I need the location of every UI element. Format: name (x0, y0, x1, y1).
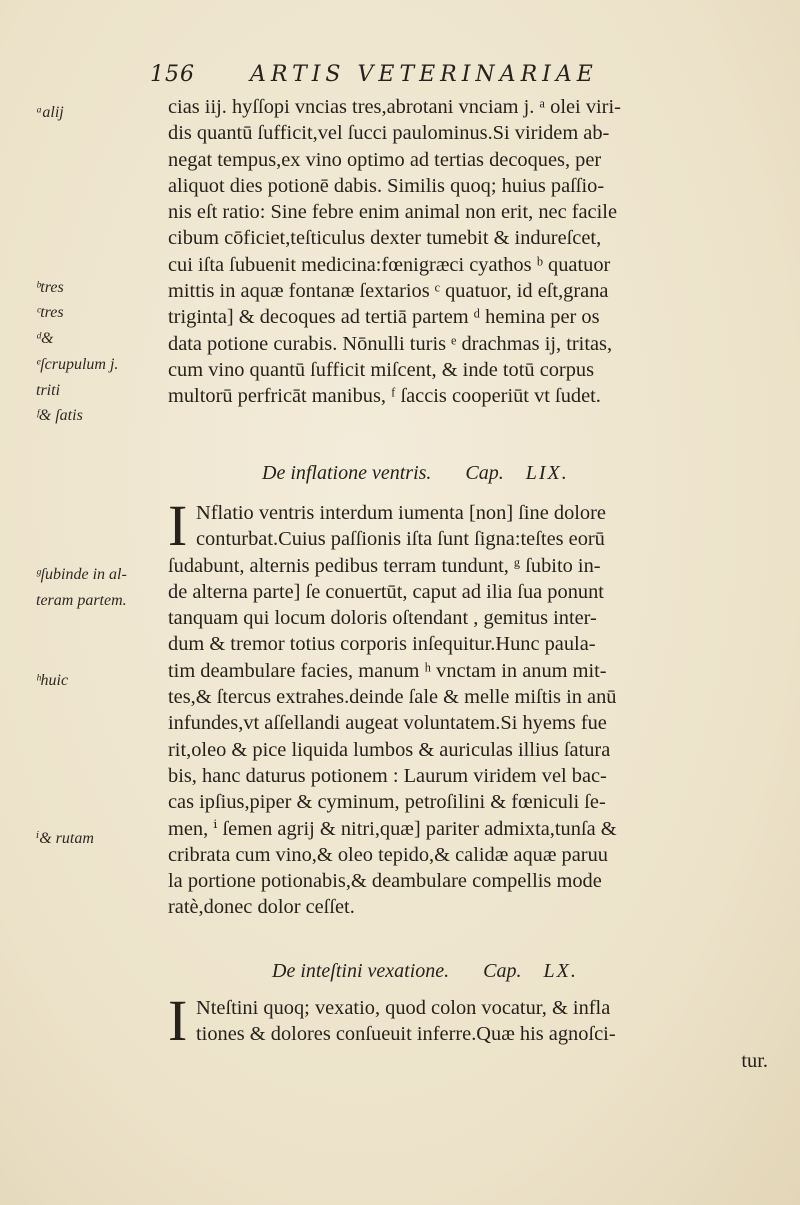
text-line: cum vino quantū ſufficit miſcent, & inde totū corpus (168, 358, 595, 381)
text-line: dum & tremor totius corporis inſequitur.Hunc paula- (168, 633, 596, 656)
text-line: data potione curabis. Nōnulli turis ᵉ drachmas ij, tritas, (168, 332, 613, 355)
text-line: tim deambulare facies, manum ʰ vnctam in anum mit- (168, 659, 607, 682)
chapter-number: LX. (543, 960, 578, 982)
margin-note: ᶠ& ſatis (36, 407, 83, 424)
page-number: 156 (150, 62, 195, 87)
text-line: cribrata cum vino,& oleo tepido,& calidæ aquæ paruu (168, 843, 608, 866)
text-line: cas ipſius,piper & cyminum, petroſilini & fœniculi ſe- (168, 791, 606, 814)
text-line: multorū perfricāt manibus, ᶠ ſaccis cooperiūt vt ſudet. (168, 385, 601, 408)
text-line: ſudabunt, alternis pedibus terram tundunt, ᵍ ſubito in- (168, 554, 601, 577)
text-line: ratè,donec dolor ceſſet. (168, 896, 355, 919)
chapter-heading-lx (272, 960, 578, 983)
page-header (150, 62, 710, 92)
margin-note: ᵉſcrupulum j. (36, 356, 119, 373)
chapter-number: LIX. (525, 462, 569, 484)
margin-note: triti (36, 382, 61, 399)
margin-note: ᵃalij (36, 104, 64, 121)
text-line: cibum cōficiet,teſticulus dexter tumebit & indureſcet, (168, 227, 602, 250)
text-line: rit,oleo & pice liquida lumbos & auriculas illius ſatura (168, 738, 611, 761)
chapter-label: Cap. (483, 960, 522, 982)
text-line: men, ⁱ ſemen agrij & nitri,quæ] pariter admixta,tunſa & (168, 817, 617, 840)
text-line: Nteſtini quoq; vexatio, quod colon vocatur, & infla (196, 997, 611, 1019)
text-line: tes,& ſtercus extrahes.deinde ſale & melle miſtis in anū (168, 686, 617, 709)
text-line: aliquot dies potionē dabis. Similis quoq; huius paſſio- (168, 174, 605, 197)
margin-note: ʰhuic (36, 672, 69, 689)
text-line: Nflatio ventris interdum iumenta [non] ſine dolore (196, 502, 606, 524)
drop-cap: I (168, 493, 188, 558)
text-line: cui iſta ſubuenit medicina:fœnigræci cyathos ᵇ quatuor (168, 253, 611, 276)
text-line: tanquam qui locum doloris oſtendant , gemitus inter- (168, 607, 597, 630)
text-line: de alterna parte] ſe conuertūt, caput ad ilia ſua ponunt (168, 580, 604, 603)
section-3-text (168, 995, 768, 1074)
section-1-text (168, 94, 768, 410)
margin-note: ᵈ& (36, 330, 54, 347)
text-line: nis eſt ratio: Sine febre enim animal non erit, nec facile (168, 201, 617, 224)
running-head: ARTIS VETERINARIAE (250, 62, 598, 87)
text-line: bis, hanc daturus potionem : Laurum viridem vel bac- (168, 764, 607, 787)
margin-note: teram partem. (36, 592, 127, 609)
text-line: mittis in aquæ fontanæ ſextarios ᶜ quatuor, id eſt,grana (168, 280, 609, 303)
text-line: conturbat.Cuius paſſionis iſta ſunt ſigna:teſtes eorū (196, 528, 605, 551)
catchword: tur. (741, 1049, 768, 1072)
chapter-title: De inteſtini vexatione. (272, 960, 450, 982)
section-2-text (168, 500, 768, 921)
text-line: tiones & dolores conſueuit inferre.Quæ his agnoſci- (196, 1023, 616, 1046)
text-line: la portione potionabis,& deambulare compellis mode (168, 870, 602, 893)
margin-note: ᵍſubinde in al- (36, 566, 127, 583)
chapter-title: De inflatione ventris. (262, 462, 432, 484)
text-line: cias iij. hyſſopi vncias tres,abrotani vnciam j. ᵃ olei viri- (168, 96, 621, 118)
text-line: negat tempus,ex vino optimo ad tertias decoques, per (168, 148, 602, 171)
margin-note: ⁱ& rutam (36, 830, 94, 847)
chapter-label: Cap. (465, 462, 504, 484)
text-line: triginta] & decoques ad tertiā partem ᵈ hemina per os (168, 306, 600, 329)
drop-cap: I (168, 988, 188, 1053)
margin-note: ᶜtres (36, 304, 64, 321)
chapter-heading-lix (262, 462, 569, 485)
text-line: dis quantū ſufficit,vel ſucci paulominus.Si viridem ab- (168, 122, 610, 145)
margin-note: ᵇtres (36, 279, 64, 296)
text-line: infundes,vt aſſellandi augeat voluntatem.Si hyems fue (168, 712, 607, 735)
